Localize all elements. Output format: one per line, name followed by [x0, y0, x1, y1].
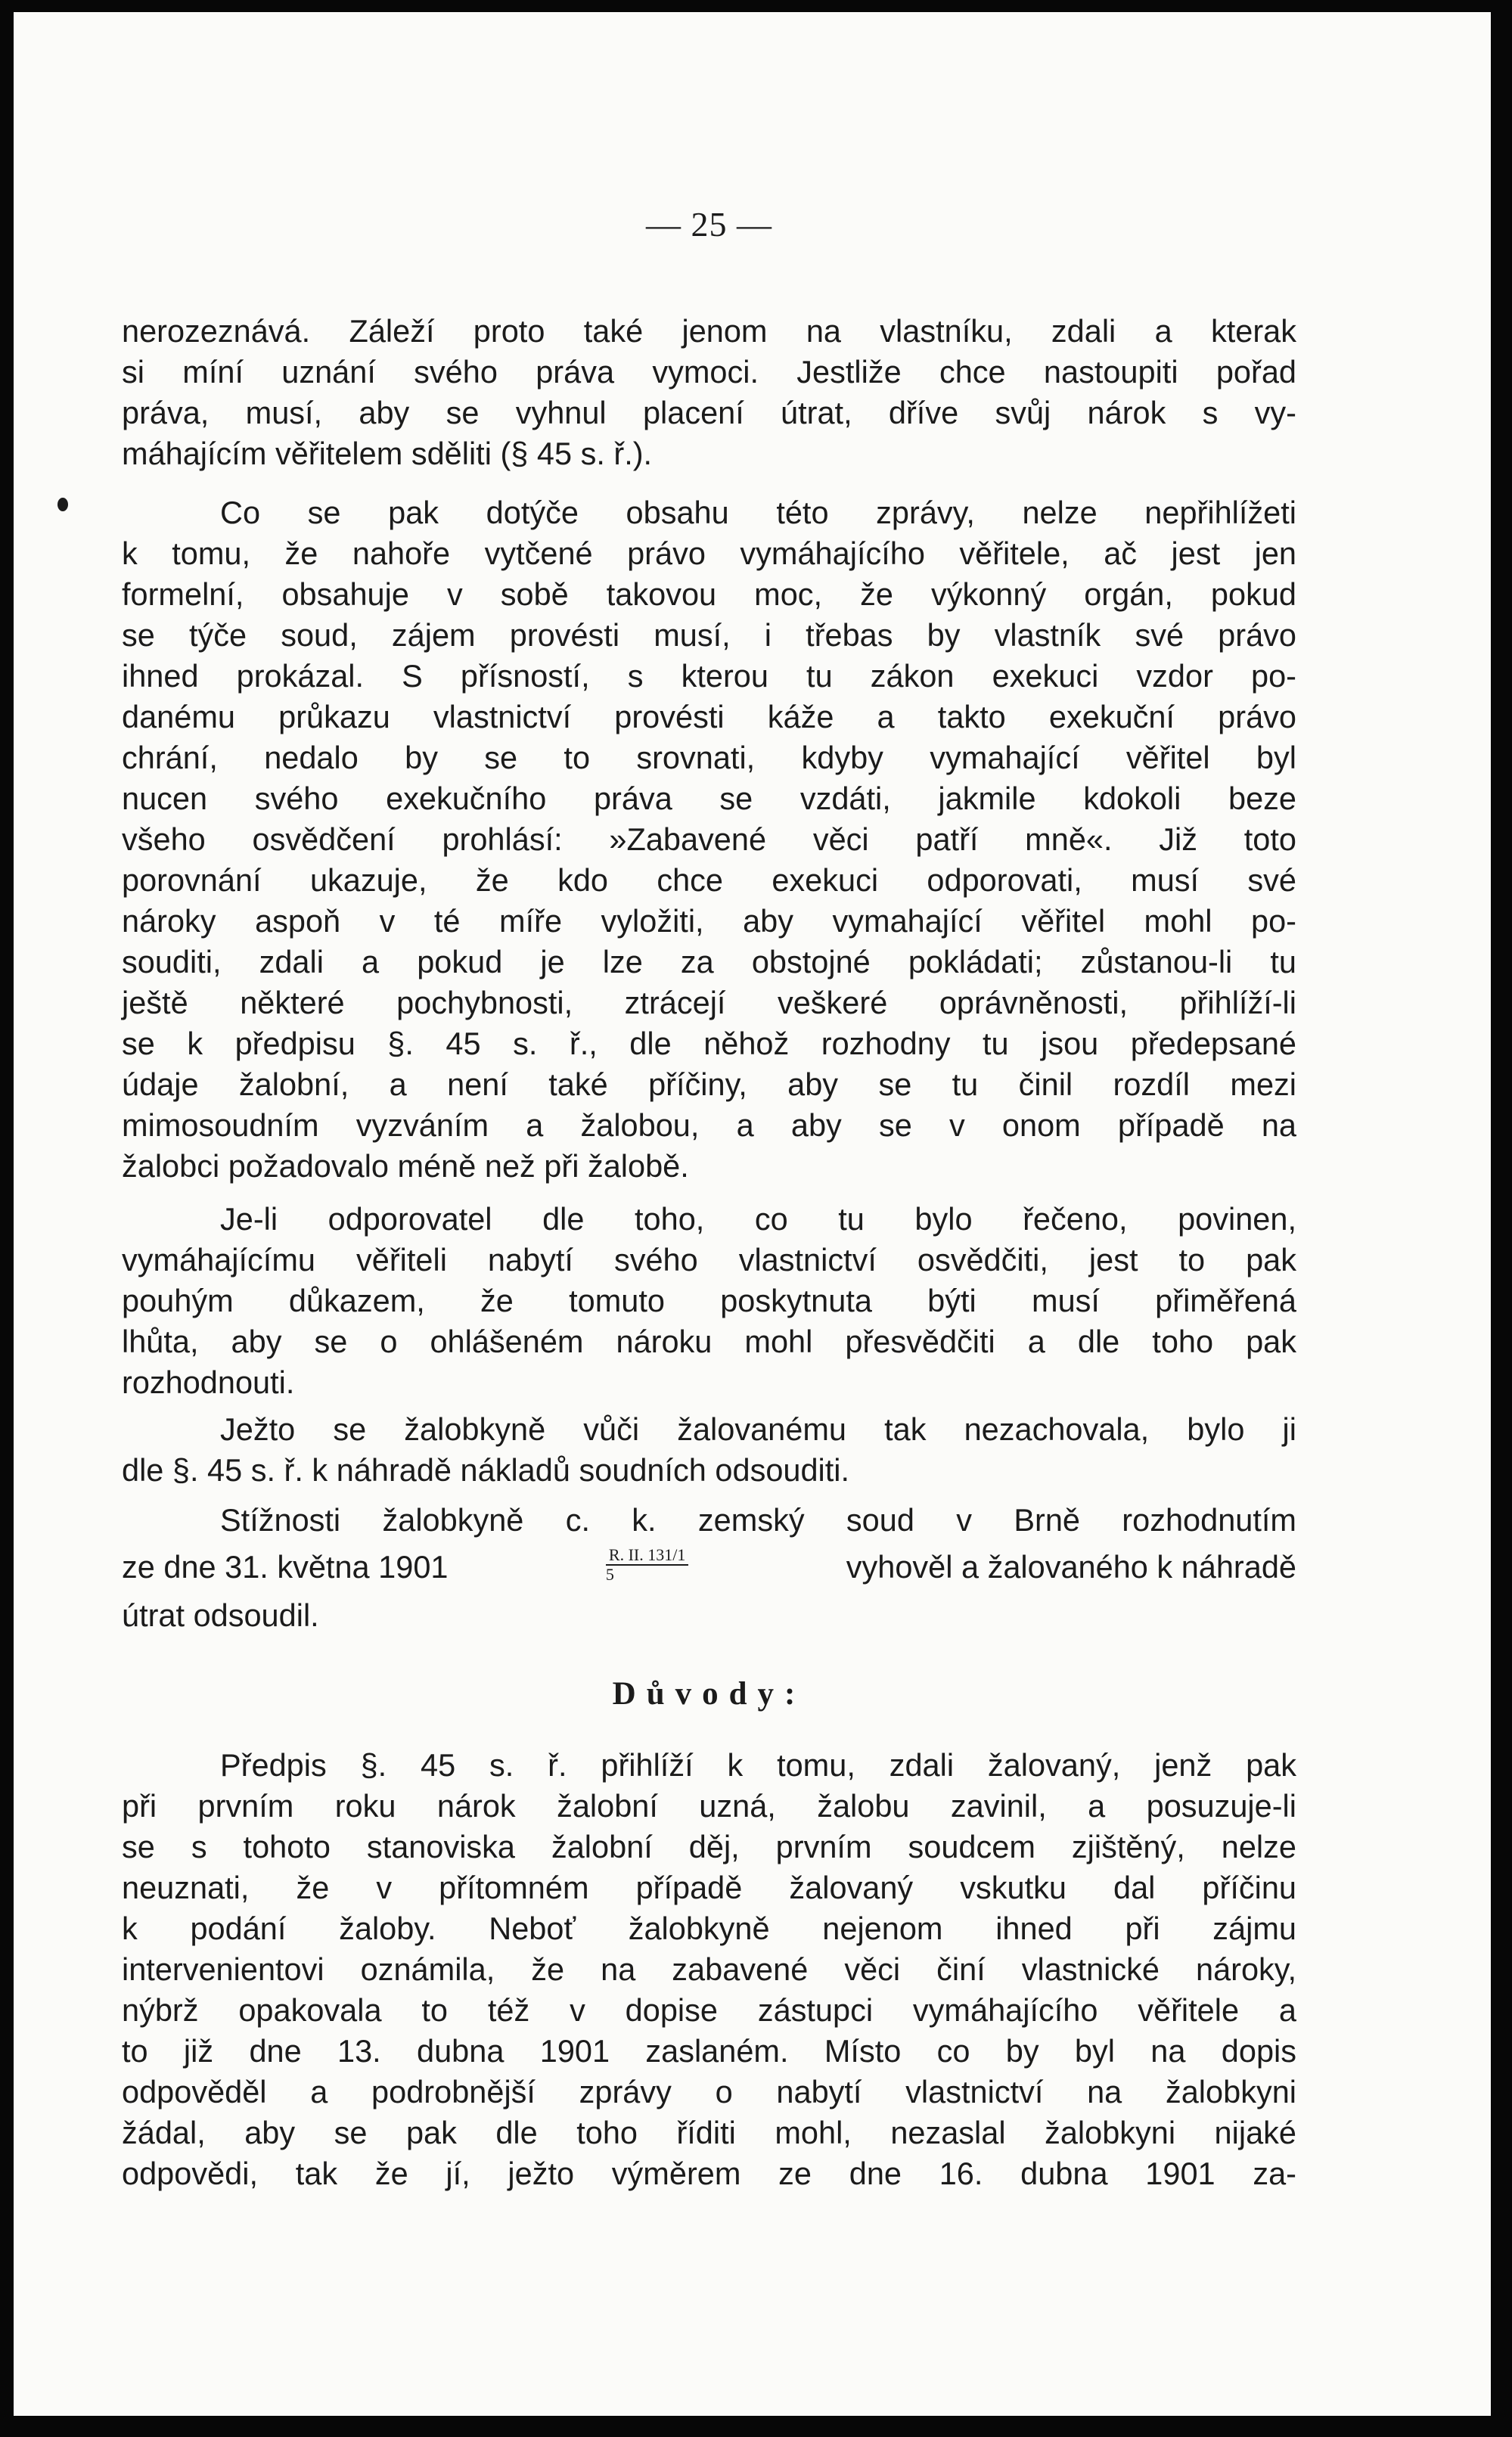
text-line: Stížnosti žalobkyně c. k. zemský soud v Brně rozhodnutím	[220, 1502, 1296, 1538]
text-line: mimosoudním vyzváním a žalobou, a aby se v onom případě na	[122, 1107, 1296, 1143]
scanned-page	[14, 12, 1491, 2416]
text-line: útrat odsoudil.	[122, 1597, 319, 1633]
text-line: nerozeznává. Záleží proto také jenom na vlastníku, zdali a kterak	[122, 313, 1296, 349]
text-line: vymáhajícímu věřiteli nabytí svého vlastnictví osvědčiti, jest to pak	[122, 1242, 1296, 1277]
text-line-with-fraction	[122, 1544, 1296, 1590]
fraction-denominator: 5	[605, 1565, 614, 1585]
text-line: odpovědi, tak že jí, ježto výměrem ze dne 16. dubna 1901 za-	[122, 2156, 1296, 2191]
text-line: lhůta, aby se o ohlášeném nároku mohl přesvědčiti a dle toho pak	[122, 1324, 1296, 1359]
text-line: ještě některé pochybnosti, ztrácejí veškeré oprávněnosti, přihlíží-li	[122, 985, 1296, 1020]
text-line: nucen svého exekučního práva se vzdáti, jakmile kdokoli beze	[122, 781, 1296, 816]
text-line: souditi, zdali a pokud je lze za obstojné pokládati; zůstanou-li tu	[122, 944, 1296, 979]
text-line: k podání žaloby. Neboť žalobkyně nejenom ihned při zájmu	[122, 1911, 1296, 1946]
text-line: se týče soud, zájem provésti musí, i třebas by vlastník své právo	[122, 617, 1296, 653]
text-line: Ježto se žalobkyně vůči žalovanému tak nezachovala, bylo ji	[220, 1411, 1296, 1447]
text-line: si míní uznání svého práva vymoci. Jestliže chce nastoupiti pořad	[122, 354, 1296, 390]
text-line: rozhodnouti.	[122, 1364, 295, 1400]
text-line: neuznati, že v přítomném případě žalovaný vskutku dal příčinu	[122, 1870, 1296, 1905]
text-line: žalobci požadovalo méně než při žalobě.	[122, 1148, 689, 1184]
text-line: žádal, aby se pak dle toho říditi mohl, nezaslal žalobkyni nijaké	[122, 2115, 1296, 2150]
text-line: údaje žalobní, a není také příčiny, aby se tu činil rozdíl mezi	[122, 1066, 1296, 1102]
text-line: práva, musí, aby se vyhnul placení útrat, dříve svůj nárok s vy-	[122, 395, 1296, 430]
text-fragment: ze dne 31. května 1901	[122, 1549, 449, 1585]
text-line: to již dne 13. dubna 1901 zaslaném. Místo co by byl na dopis	[122, 2033, 1296, 2069]
fraction-numerator: R. II. 131/1	[606, 1546, 688, 1566]
text-line: porovnání ukazuje, že kdo chce exekuci odporovati, musí své	[122, 862, 1296, 898]
text-line: danému průkazu vlastnictví provésti káže a takto exekuční právo	[122, 699, 1296, 734]
text-line: nároky aspoň v té míře vyložiti, aby vymahající věřitel mohl po-	[122, 903, 1296, 939]
text-line: ihned prokázal. S přísností, s kterou tu zákon exekuci vzdor po-	[122, 658, 1296, 694]
text-line: k tomu, že nahoře vytčené právo vymáhajícího věřitele, ač jest jen	[122, 536, 1296, 571]
text-fragment: vyhověl a žalovaného k náhradě	[846, 1549, 1296, 1585]
text-line: nýbrž opakovala to též v dopise zástupci vymáhajícího věřitele a	[122, 1992, 1296, 2028]
text-line: se k předpisu §. 45 s. ř., dle něhož rozhodny tu jsou předepsané	[122, 1026, 1296, 1061]
text-line: chrání, nedalo by se to srovnati, kdyby vymahající věřitel byl	[122, 740, 1296, 775]
text-line: Je-li odporovatel dle toho, co tu bylo řečeno, povinen,	[220, 1201, 1296, 1237]
text-line: při prvním roku nárok žalobní uzná, žalobu zavinil, a posuzuje-li	[122, 1788, 1296, 1824]
page-number: — 25 —	[646, 205, 772, 244]
text-line: Co se pak dotýče obsahu této zprávy, nelze nepřihlížeti	[220, 495, 1296, 530]
text-line: Předpis §. 45 s. ř. přihlíží k tomu, zdali žalovaný, jenž pak	[220, 1747, 1296, 1783]
section-heading: Důvody:	[612, 1676, 806, 1712]
text-line: odpověděl a podrobnější zprávy o nabytí vlastnictví na žalobkyni	[122, 2074, 1296, 2109]
ink-dot-mark	[57, 498, 68, 511]
text-line: máhajícím věřitelem sděliti (§ 45 s. ř.).	[122, 436, 653, 471]
text-line: dle §. 45 s. ř. k náhradě nákladů soudních odsouditi.	[122, 1452, 850, 1488]
case-number-fraction	[606, 1546, 688, 1584]
text-line: se s tohoto stanoviska žalobní děj, prvním soudcem zjištěný, nelze	[122, 1829, 1296, 1864]
text-line: intervenientovi oznámila, že na zabavené věci činí vlastnické nároky,	[122, 1951, 1296, 1987]
text-line: všeho osvědčení prohlásí: »Zabavené věci patří mně«. Již toto	[122, 821, 1296, 857]
text-line: pouhým důkazem, že tomuto poskytnuta býti musí přiměřená	[122, 1283, 1296, 1318]
text-line: formelní, obsahuje v sobě takovou moc, že výkonný orgán, pokud	[122, 576, 1296, 612]
